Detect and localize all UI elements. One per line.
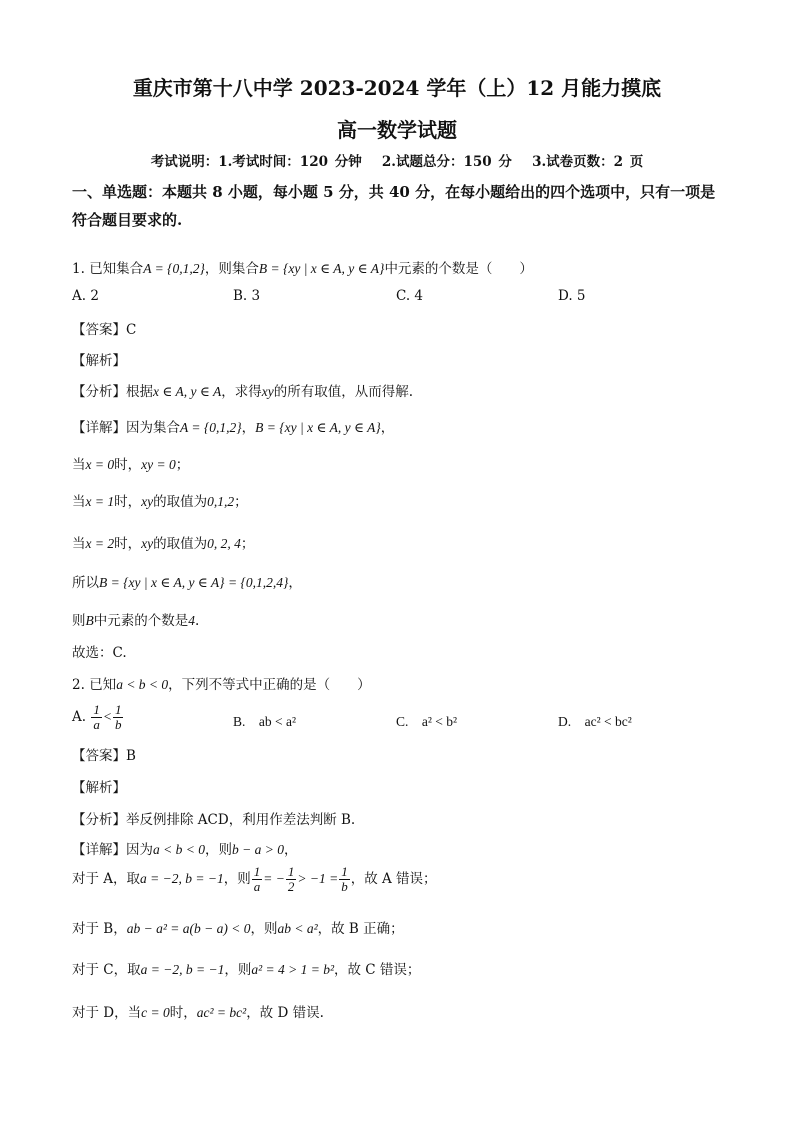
math-expr: 0, 2, 4 bbox=[207, 536, 241, 551]
solution-step bbox=[72, 917, 404, 937]
math-expr: B = {xy | x ∈ A, y ∈ A} = {0,1,2,4} bbox=[99, 575, 289, 590]
detail-line bbox=[72, 838, 297, 858]
fraction bbox=[286, 865, 297, 894]
option-label: A. bbox=[72, 709, 87, 725]
math-expr: 4 bbox=[188, 613, 195, 628]
text: ，则 bbox=[204, 842, 232, 858]
numerator: 1 bbox=[114, 702, 122, 717]
math-expr: xy bbox=[261, 384, 274, 399]
fraction bbox=[339, 865, 350, 894]
answer-label: 【答案】 bbox=[72, 748, 126, 764]
fenxi-label: 【分析】 bbox=[72, 812, 126, 828]
math-expr: x = 2 bbox=[85, 536, 115, 551]
text: 中元素的个数是 bbox=[93, 613, 189, 629]
text: ，求得 bbox=[221, 384, 262, 400]
text: ，故 C 错误； bbox=[334, 962, 421, 978]
math-expr: a = −2, b = −1 bbox=[140, 871, 224, 886]
text: 根据 bbox=[126, 384, 153, 400]
math-expr: ab − a² = a(b − a) < 0 bbox=[126, 921, 251, 936]
numerator: 1 bbox=[93, 702, 100, 717]
math-expr: a² = 4 > 1 = b² bbox=[251, 962, 335, 977]
exam-title: 重庆市第十八中学 2023-2024 学年（上）12 月能力摸底 bbox=[132, 76, 662, 100]
fraction bbox=[252, 865, 263, 894]
question-2 bbox=[72, 673, 371, 693]
denominator: a bbox=[93, 717, 100, 732]
text: ， bbox=[380, 420, 395, 436]
text: 对于 A，取 bbox=[72, 871, 141, 887]
math-expr: A = {0,1,2} bbox=[180, 420, 242, 435]
detail-label: 【详解】 bbox=[72, 420, 126, 436]
text: 对于 C，取 bbox=[72, 962, 141, 978]
math-expr: B = {xy | x ∈ A, y ∈ A} bbox=[258, 261, 385, 276]
text: 的所有取值，从而得解. bbox=[273, 384, 414, 400]
conclusion: 故选：C. bbox=[72, 645, 127, 661]
math-expr: c = 0 bbox=[141, 1005, 170, 1020]
math-expr: x ∈ A, y ∈ A bbox=[153, 384, 222, 399]
text: ，则 bbox=[250, 921, 278, 937]
exam-info: 考试说明：1.考试时间：120 分钟 2.试题总分：150 分 3.试卷页数：2 页 bbox=[150, 154, 644, 170]
answer-line bbox=[72, 318, 136, 338]
text: 的取值为 bbox=[153, 494, 208, 510]
answer-line bbox=[72, 744, 136, 764]
math-expr: > −1 = bbox=[297, 871, 339, 886]
math-expr: xy bbox=[141, 536, 154, 551]
option-b: B. 3 bbox=[233, 288, 261, 304]
math-expr: a < b < 0 bbox=[153, 842, 205, 857]
fenxi-line bbox=[72, 808, 355, 828]
math-expr: ab < a² bbox=[277, 921, 318, 936]
fenxi-label: 【分析】 bbox=[72, 384, 126, 400]
question-text: 中元素的个数是（ ） bbox=[384, 261, 533, 277]
solution-step bbox=[72, 490, 248, 510]
math-expr: a < b < 0 bbox=[116, 677, 169, 692]
detail-label: 【详解】 bbox=[72, 842, 126, 858]
detail-line bbox=[72, 416, 394, 436]
question-number: 2. bbox=[72, 677, 85, 693]
answer-value: C bbox=[126, 322, 137, 338]
solution-step bbox=[72, 958, 420, 978]
text: . bbox=[195, 613, 200, 629]
solution-step bbox=[72, 1001, 324, 1021]
answer-label: 【答案】 bbox=[72, 322, 126, 338]
question-text: ，则集合 bbox=[204, 261, 259, 277]
question-1 bbox=[72, 257, 533, 277]
denominator: a bbox=[253, 879, 261, 894]
text: 则 bbox=[72, 613, 86, 629]
math-expr: b − a > 0 bbox=[231, 842, 284, 857]
option-a: A. 2 bbox=[72, 288, 99, 304]
option-c: C. a² < b² bbox=[396, 714, 458, 729]
math-expr: = − bbox=[263, 871, 285, 886]
math-expr: ac² = bc² bbox=[196, 1005, 247, 1020]
option-c: C. 4 bbox=[396, 288, 424, 304]
text: 当 bbox=[72, 457, 86, 473]
solution-step bbox=[72, 453, 189, 473]
fraction bbox=[113, 703, 124, 732]
question-number: 1. bbox=[72, 261, 85, 277]
text: 时， bbox=[169, 1005, 197, 1021]
text: 当 bbox=[72, 494, 86, 510]
fenxi-line bbox=[72, 380, 413, 400]
text: ； bbox=[234, 494, 248, 510]
solution-step bbox=[72, 571, 302, 591]
text: ，故 D 错误. bbox=[246, 1005, 324, 1021]
text: 举反例排除 ACD，利用作差法判断 B. bbox=[126, 812, 356, 828]
math-expr: 0,1,2 bbox=[207, 494, 235, 509]
math-expr: x = 1 bbox=[85, 494, 115, 509]
option-b: B. ab < a² bbox=[233, 714, 297, 729]
solution-step bbox=[72, 865, 437, 894]
text: ，故 A 错误； bbox=[350, 871, 437, 887]
fraction bbox=[91, 703, 102, 732]
exam-subtitle: 高一数学试题 bbox=[337, 118, 457, 142]
text: 时， bbox=[114, 457, 142, 473]
denominator: b bbox=[341, 879, 348, 894]
math-expr: xy = 0 bbox=[141, 457, 176, 472]
numerator: 1 bbox=[341, 864, 348, 879]
denominator: 2 bbox=[287, 879, 295, 894]
denominator: b bbox=[114, 717, 122, 732]
analysis-label: 【解析】 bbox=[72, 780, 126, 796]
analysis-label: 【解析】 bbox=[72, 353, 126, 369]
numerator: 1 bbox=[287, 864, 295, 879]
math-expr: B = {xy | x ∈ A, y ∈ A} bbox=[255, 420, 381, 435]
solution-step bbox=[72, 609, 199, 629]
option-a bbox=[72, 703, 124, 732]
text: 时， bbox=[114, 494, 142, 510]
text: 对于 B， bbox=[72, 921, 127, 937]
math-expr: xy bbox=[141, 494, 154, 509]
question-text: 已知 bbox=[89, 677, 117, 693]
text: ， bbox=[241, 420, 256, 436]
option-d: D. 5 bbox=[558, 288, 586, 304]
math-expr: < bbox=[102, 709, 112, 724]
text: ， bbox=[283, 842, 298, 858]
text: ； bbox=[240, 536, 255, 552]
option-d: D. ac² < bc² bbox=[558, 714, 632, 729]
answer-value: B bbox=[126, 748, 136, 764]
text: ，则 bbox=[224, 962, 252, 978]
text: 当 bbox=[72, 536, 86, 552]
math-expr: B bbox=[85, 613, 94, 628]
text: 时， bbox=[114, 536, 142, 552]
text: 所以 bbox=[72, 575, 99, 591]
math-expr: a = −2, b = −1 bbox=[140, 962, 225, 977]
text: ， bbox=[288, 575, 302, 591]
section-heading: 一、单选题：本题共 8 小题，每小题 5 分，共 40 分，在每小题给出的四个选项中，只有一项是符合题目要求的. bbox=[72, 183, 716, 229]
text: ； bbox=[175, 457, 190, 473]
text: 因为 bbox=[126, 842, 153, 858]
question-text: 已知集合 bbox=[89, 261, 144, 277]
math-expr: x = 0 bbox=[85, 457, 115, 472]
text: 的取值为 bbox=[153, 536, 208, 552]
question-text: ，下列不等式中正确的是（ ） bbox=[168, 677, 371, 693]
solution-step bbox=[72, 532, 254, 552]
math-expr: A = {0,1,2} bbox=[143, 261, 205, 276]
text: 因为集合 bbox=[126, 420, 180, 436]
text: ，则 bbox=[223, 871, 251, 887]
numerator: 1 bbox=[253, 864, 261, 879]
text: 对于 D，当 bbox=[72, 1005, 142, 1021]
text: ，故 B 正确； bbox=[317, 921, 404, 937]
